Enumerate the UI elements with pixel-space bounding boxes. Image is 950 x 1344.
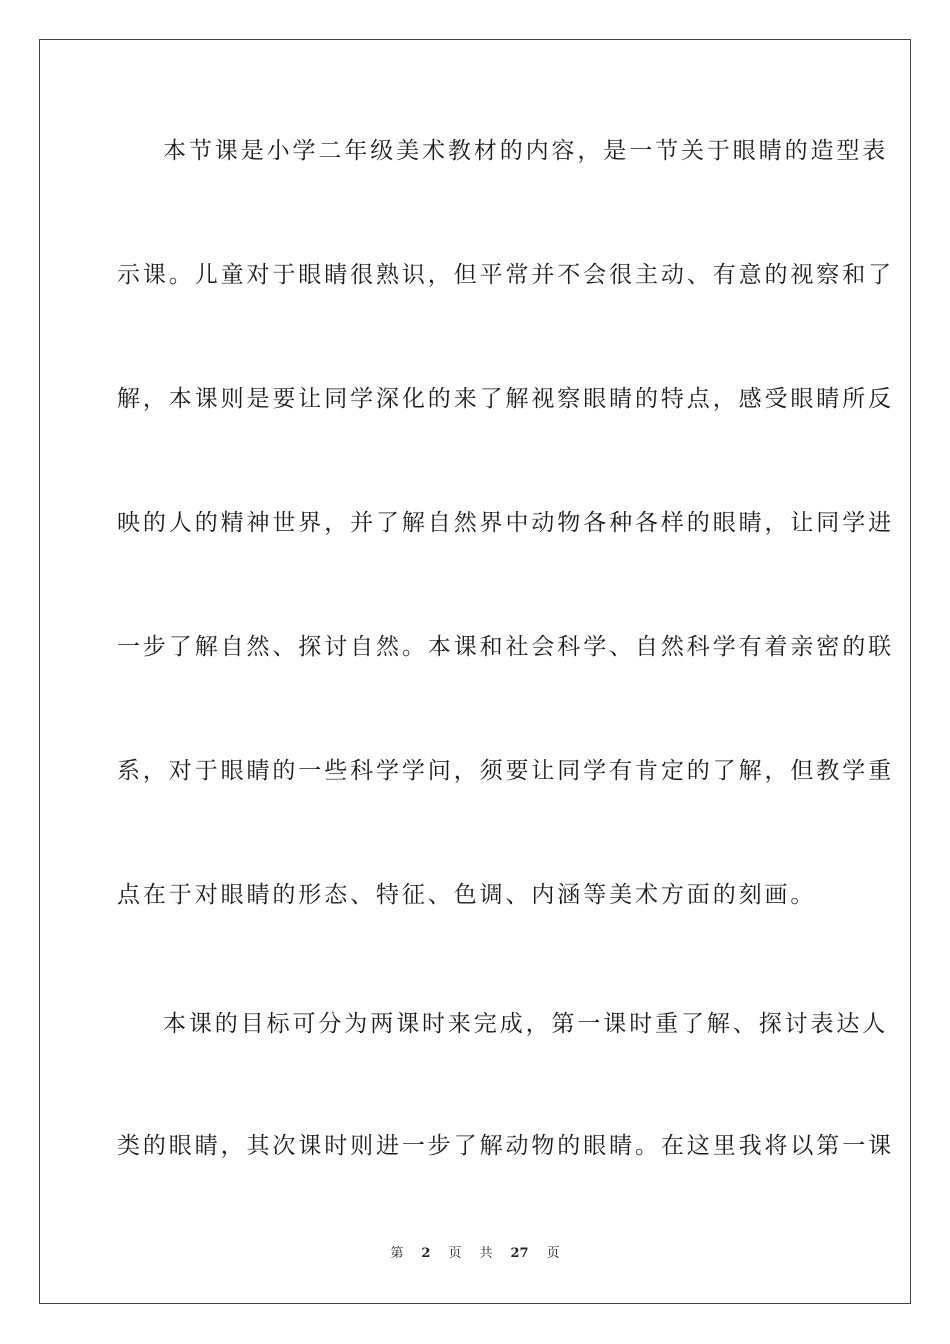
paragraph-1-line-1: 本节课是小学二年级美术教材的内容，是一节关于眼睛的造型表	[163, 138, 889, 164]
total-prefix: 共	[479, 1246, 493, 1261]
page-border	[39, 39, 911, 1304]
paragraph-2-line-1: 本课的目标可分为两课时来完成，第一课时重了解、探讨表达人	[163, 1011, 889, 1037]
total-suffix: 页	[546, 1246, 560, 1261]
paragraph-2-line-2: 类的眼睛，其次课时则进一步了解动物的眼睛。在这里我将以第一课	[117, 1133, 894, 1159]
page-number: 2	[421, 1246, 431, 1261]
paragraph-1-line-4: 映的人的精神世界，并了解自然界中动物各种各样的眼睛，让同学进	[117, 510, 894, 536]
paragraph-1-line-7: 点在于对眼睛的形态、特征、色调、内涵等美术方面的刻画。	[117, 882, 817, 908]
paragraph-1-line-5: 一步了解自然、探讨自然。本课和社会科学、自然科学有着亲密的联	[117, 634, 894, 660]
current-page-label	[390, 1246, 461, 1261]
page-prefix: 第	[390, 1246, 404, 1261]
page-footer	[0, 1244, 950, 1264]
total-number: 27	[510, 1246, 529, 1261]
paragraph-1-line-3: 解，本课则是要让同学深化的来了解视察眼睛的特点，感受眼睛所反	[117, 386, 894, 412]
total-pages-label	[479, 1246, 559, 1261]
page-suffix: 页	[448, 1246, 462, 1261]
paragraph-1-line-6: 系，对于眼睛的一些科学学问，须要让同学有肯定的了解，但教学重	[117, 758, 894, 784]
paragraph-1-line-2: 示课。儿童对于眼睛很熟识，但平常并不会很主动、有意的视察和了	[117, 262, 894, 288]
